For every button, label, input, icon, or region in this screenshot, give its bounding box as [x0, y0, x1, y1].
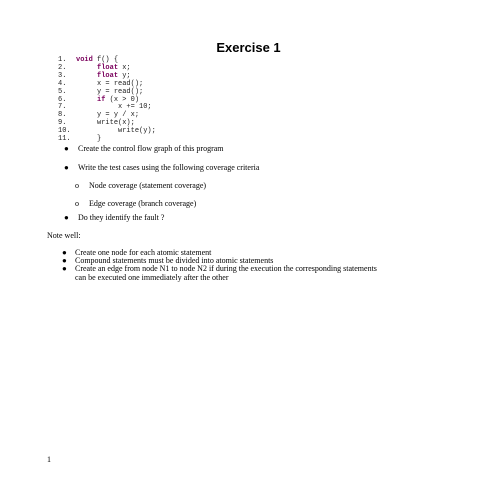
code-text: f() { — [92, 56, 119, 64]
line-number: 1. — [58, 56, 67, 64]
code-text: y = y / x; — [97, 111, 140, 120]
subtask-node-coverage: o Node coverage (statement coverage) — [75, 181, 207, 190]
code-keyword: float — [97, 63, 119, 72]
line-number: 10. — [58, 127, 71, 136]
code-line — [58, 128, 156, 136]
line-number: 8. — [58, 111, 67, 120]
note-item-nodes: ● Create one node for each atomic statement — [62, 248, 212, 257]
code-text: write(y); — [118, 127, 156, 136]
line-number: 3. — [58, 71, 67, 80]
code-indent — [76, 135, 97, 143]
code-text: x = read(); — [97, 79, 144, 88]
code-indent — [76, 64, 97, 72]
line-number: 5. — [58, 87, 67, 96]
bullet-icon: ● — [62, 248, 67, 257]
code-text: y = read(); — [97, 87, 144, 96]
code-line — [58, 136, 156, 144]
code-indent — [76, 88, 97, 96]
sub-bullet-icon: o — [75, 181, 79, 190]
note-label: Note well: — [47, 231, 81, 240]
code-indent — [76, 80, 97, 88]
code-keyword: float — [97, 71, 119, 80]
task-item-cfg: ● Create the control flow graph of this program — [64, 144, 224, 153]
bullet-icon: ● — [62, 256, 67, 265]
code-keyword: if — [97, 95, 106, 104]
code-indent — [76, 72, 97, 80]
line-number: 9. — [58, 119, 67, 128]
line-number: 7. — [58, 103, 67, 112]
code-indent — [76, 103, 118, 111]
code-text: x; — [118, 63, 131, 72]
code-text: write(x); — [97, 119, 135, 128]
code-keyword: void — [76, 56, 93, 64]
page-number: 1 — [47, 455, 51, 464]
code-indent — [76, 127, 118, 135]
task-item-tests: ● Write the test cases using the following coverage criteria — [64, 163, 260, 172]
bullet-icon: ● — [64, 144, 69, 153]
code-listing — [58, 57, 156, 144]
line-number: 4. — [58, 79, 67, 88]
note-item-edges-continued: can be executed one immediately after the other — [75, 273, 229, 282]
code-text: y; — [118, 71, 131, 80]
code-indent — [76, 111, 97, 119]
note-item-compound: ● Compound statements must be divided into atomic statements — [62, 256, 274, 265]
bullet-icon: ● — [62, 264, 67, 273]
code-text: } — [97, 135, 102, 144]
code-indent — [76, 96, 97, 104]
line-number: 11. — [58, 135, 71, 144]
task-item-fault: ● Do they identify the fault ? — [64, 213, 165, 222]
code-text: (x > 0) — [105, 95, 140, 104]
code-text: x += 10; — [118, 103, 152, 112]
note-item-edges: ● Create an edge from node N1 to node N2 if during the execution the corresponding statements — [62, 264, 377, 273]
line-number: 2. — [58, 63, 67, 72]
bullet-icon: ● — [64, 213, 69, 222]
page-title: Exercise 1 — [216, 40, 281, 55]
code-indent — [76, 119, 97, 127]
sub-bullet-icon: o — [75, 199, 79, 208]
line-number: 6. — [58, 95, 67, 104]
subtask-edge-coverage: o Edge coverage (branch coverage) — [75, 199, 197, 208]
bullet-icon: ● — [64, 163, 69, 172]
